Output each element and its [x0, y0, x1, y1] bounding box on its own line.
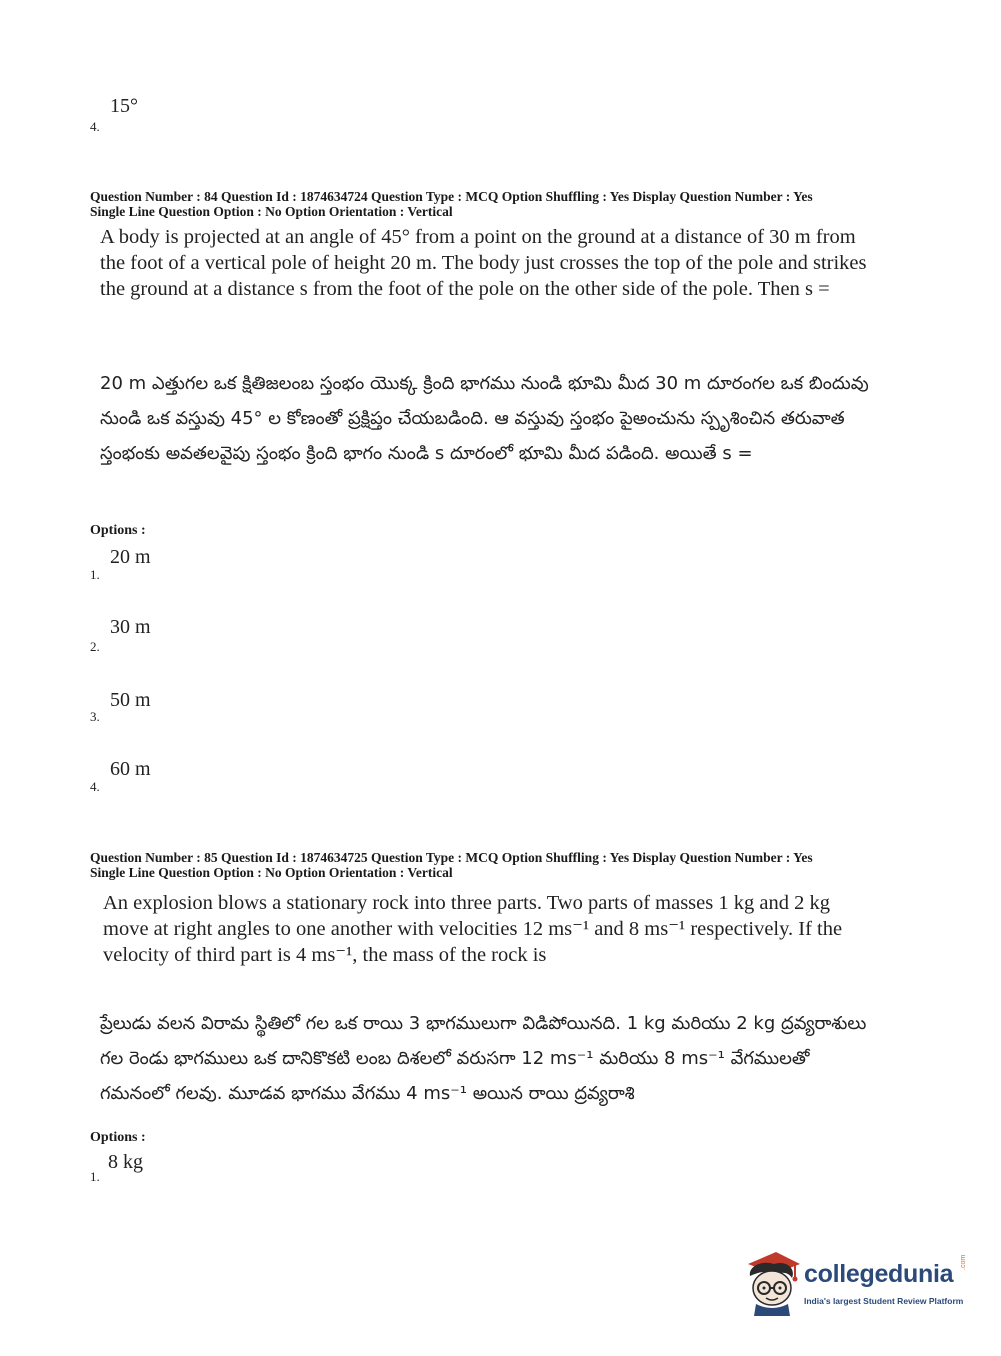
- question-84-meta-line2: Single Line Question Option : No Option Orientation : Vertical: [90, 204, 453, 219]
- q84-option-2-value[interactable]: 30 m: [110, 616, 151, 638]
- q84-option-4-value[interactable]: 60 m: [110, 758, 151, 780]
- mascot-icon: [742, 1250, 804, 1318]
- q84-option-2-number: 2.: [90, 639, 100, 654]
- question-85-options-label: Options :: [90, 1130, 146, 1145]
- question-85-meta: [90, 850, 970, 880]
- prev-option-value: 15°: [110, 95, 138, 117]
- q84-option-3-value[interactable]: 50 m: [110, 689, 151, 711]
- question-85-meta-line1: Question Number : 85 Question Id : 1874634725 Question Type : MCQ Option Shuffling : Yes Display Question Number : Yes: [90, 850, 813, 865]
- q85-option-1-value[interactable]: 8 kg: [108, 1151, 143, 1173]
- brand-tagline: India's largest Student Review Platform: [804, 1296, 964, 1306]
- question-84-meta: [90, 189, 970, 219]
- q84-option-1-number: 1.: [90, 567, 100, 582]
- question-84-english-text: A body is projected at an angle of 45° from a point on the ground at a distance of 30 m from the foot of a vertical pole of height 20 m. The body just crosses the top of the pole and strikes the ground at a distance s from the foot of the pole on the other side of the pole. Then s =: [100, 226, 867, 300]
- brand-name: collegedunia: [804, 1260, 954, 1288]
- question-85-telugu-text: ప్రేలుడు వలన విరామ స్థితిలో గల ఒక రాయి 3 భాగములుగా విడిపోయినది. 1 kg మరియు 2 kg ద్రవ్యరాశులు గల రెండు భాగములు ఒక దానికొకటి లంబ దిశలలో వరుసగా 12 ms⁻¹ మరియు 8 ms⁻¹ వేగములతో గమనంలో గలవు. మూడవ భాగము వేగము 4 ms⁻¹ అయిన రాయి ద్రవ్యరాశి: [100, 1013, 867, 1104]
- brand-domain: .com: [960, 1254, 967, 1270]
- question-85-english-text: An explosion blows a stationary rock into three parts. Two parts of masses 1 kg and 2 kg move at right angles to one another with velocities 12 ms⁻¹ and 8 ms⁻¹ respectively. If the velocity of third part is 4 ms⁻¹, the mass of the rock is: [103, 892, 843, 966]
- q84-option-3-number: 3.: [90, 709, 100, 724]
- question-84-options-label: Options :: [90, 523, 146, 538]
- prev-option-number: 4.: [90, 119, 100, 134]
- collegedunia-logo: [742, 1250, 972, 1318]
- question-85-meta-line2: Single Line Question Option : No Option Orientation : Vertical: [90, 865, 453, 880]
- q84-option-1-value[interactable]: 20 m: [110, 546, 151, 568]
- q84-option-4-number: 4.: [90, 779, 100, 794]
- question-84-meta-line1: Question Number : 84 Question Id : 1874634724 Question Type : MCQ Option Shuffling : Yes Display Question Number : Yes: [90, 189, 813, 204]
- q85-option-1-number: 1.: [90, 1169, 100, 1184]
- question-84-telugu-text: 20 m ఎత్తుగల ఒక క్షితిజలంబ స్తంభం యొక్క క్రింది భాగము నుండి భూమి మీద 30 m దూరంగల ఒక బిందువు నుండి ఒక వస్తువు 45° ల కోణంతో ప్రక్షిప్తం చేయబడింది. ఆ వస్తువు స్తంభం పైఅంచును స్పృశించిన తరువాత స్తంభంకు అవతలవైపు స్తంభం క్రింది భాగం నుండి s దూరంలో భూమి మీద పడింది. అయితే s =: [100, 373, 869, 464]
